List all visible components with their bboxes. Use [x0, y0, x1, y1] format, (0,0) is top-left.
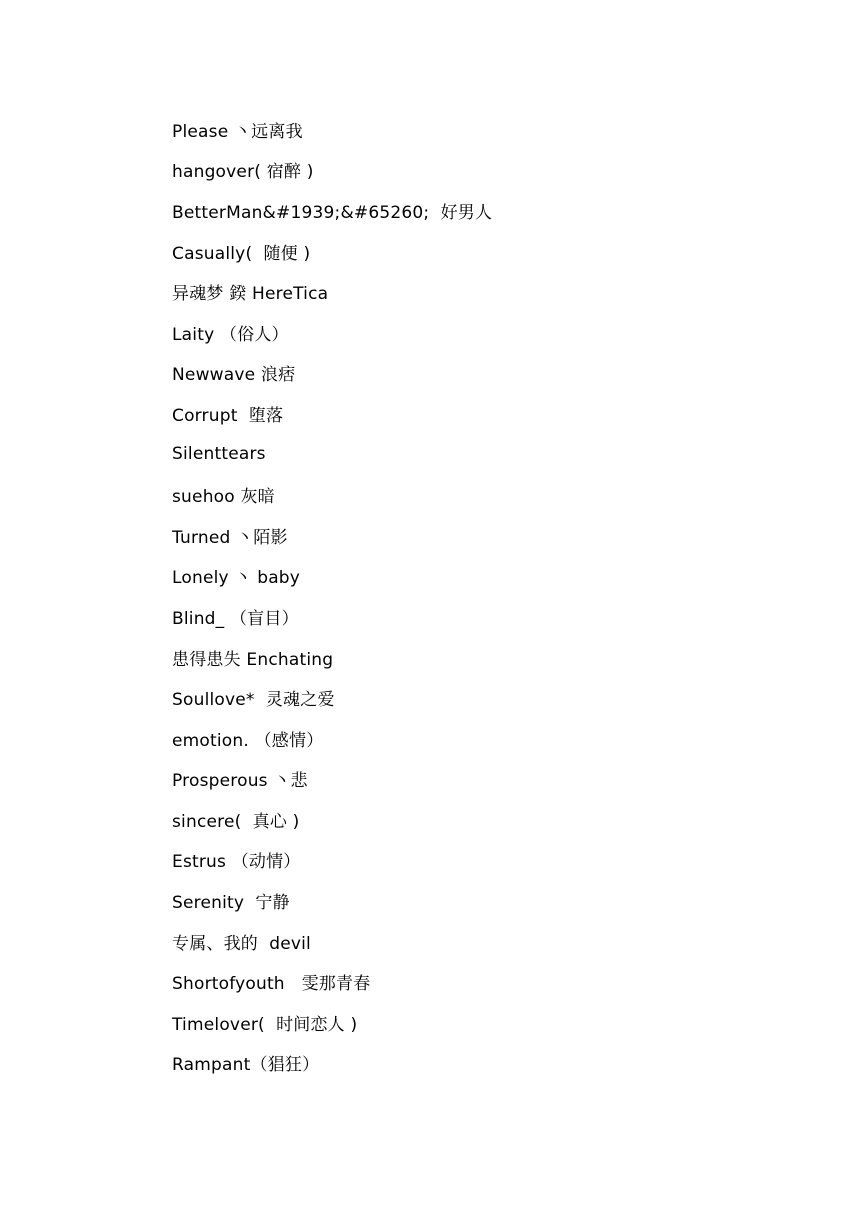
text-line: Estrus （动情）: [172, 852, 301, 873]
text-line: Soullove* 灵魂之爱: [172, 690, 335, 711]
text-line: Casually( 随便 ): [172, 243, 311, 264]
text-line: 异魂梦 鍨 HereTica: [172, 284, 329, 305]
text-line: Corrupt 堕落: [172, 405, 284, 426]
text-line: 专属、我的 devil: [172, 933, 311, 954]
text-line: Serenity 宁静: [172, 893, 290, 914]
text-line: emotion. （感情）: [172, 730, 324, 751]
text-line: Blind_ （盲目）: [172, 608, 299, 629]
text-line: Lonely 丶 baby: [172, 568, 301, 589]
text-line: Newwave 浪痞: [172, 365, 296, 386]
text-line: sincere( 真心 ): [172, 811, 300, 832]
text-line: BetterMan&#1939;&#65260; 好男人: [172, 202, 493, 223]
text-line: Timelover( 时间恋人 ): [172, 1014, 358, 1035]
text-line: Silenttears: [172, 444, 266, 465]
text-line: Prosperous 丶悲: [172, 771, 308, 792]
text-line: Rampant（猖狂）: [172, 1055, 320, 1076]
text-line: Turned 丶陌影: [172, 527, 288, 548]
text-line: Shortofyouth 雯那青春: [172, 974, 371, 995]
text-line: Please 丶远离我: [172, 121, 303, 142]
text-line: Laity （俗人）: [172, 324, 289, 345]
text-line: suehoo 灰暗: [172, 487, 275, 508]
text-line: 患得患失 Enchating: [172, 649, 334, 670]
text-line: hangover( 宿醉 ): [172, 162, 314, 183]
